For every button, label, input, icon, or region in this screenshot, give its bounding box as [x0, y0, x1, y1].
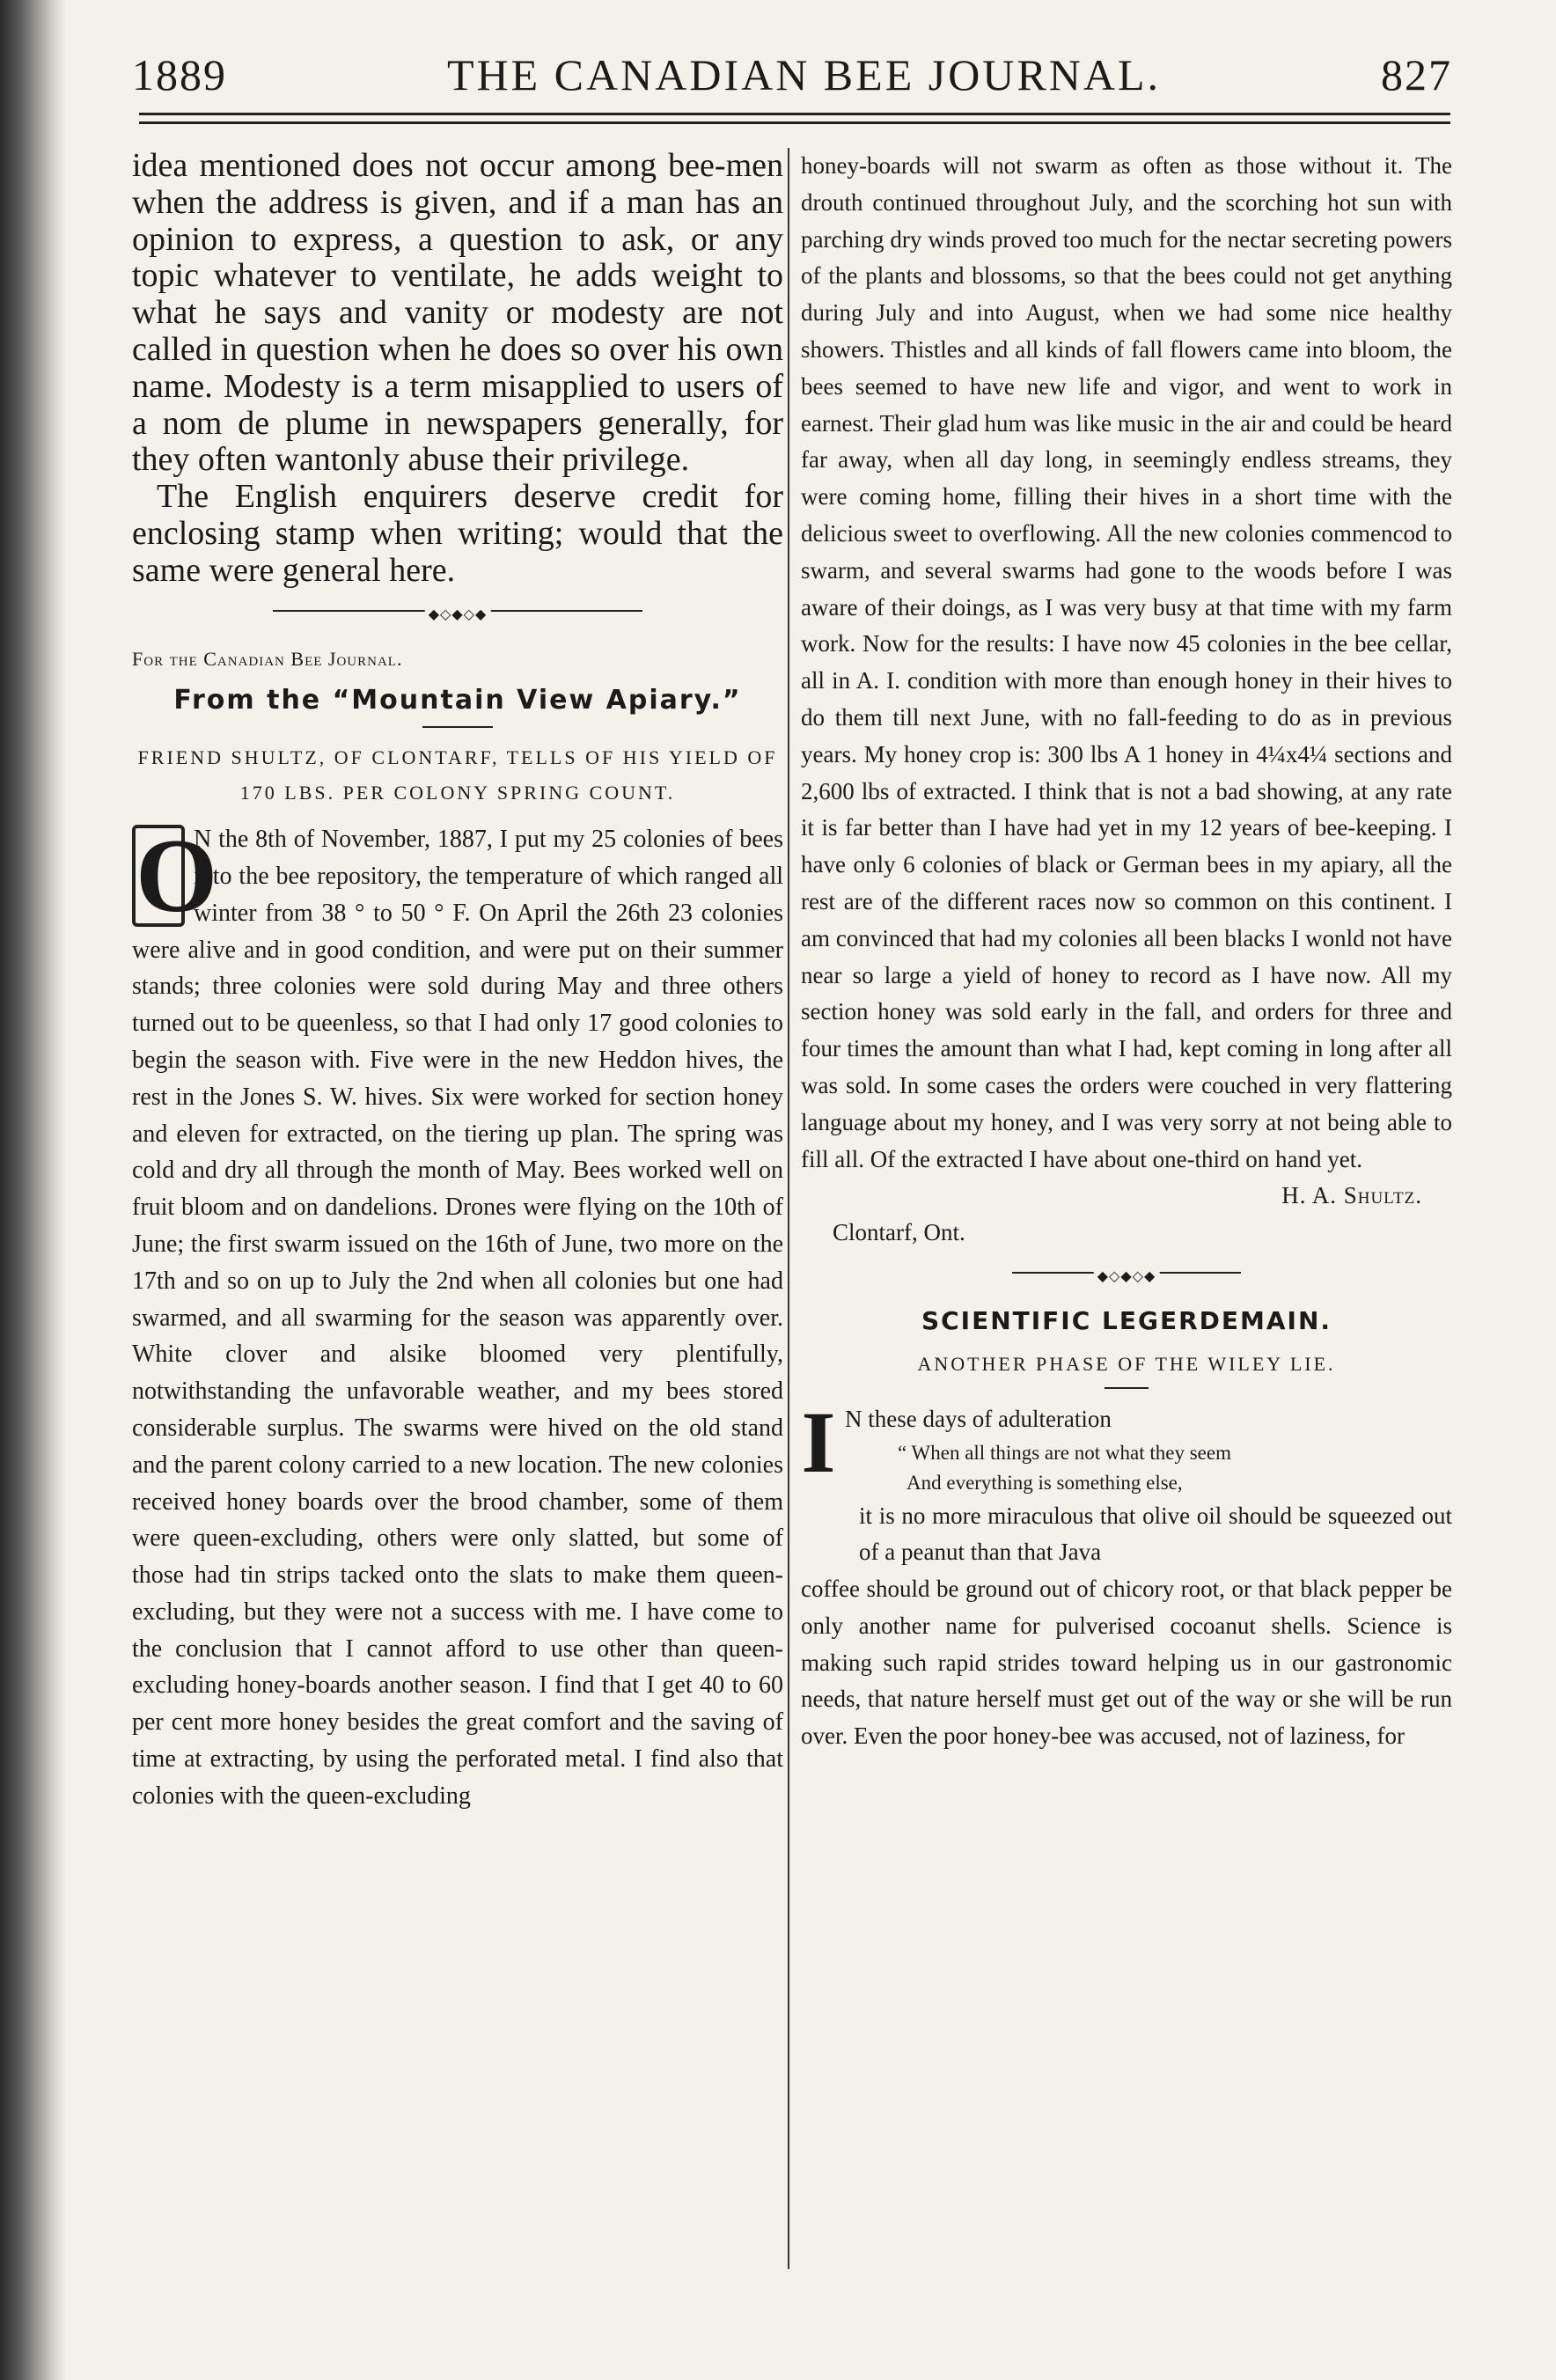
author-place: Clontarf, Ont. — [833, 1219, 965, 1246]
quote-line-1: “ When all things are not what they seem — [898, 1441, 1231, 1464]
second-paragraph: The English enquirers deserve credit for enclosing stamp when writing; would that the same were general here. — [132, 478, 783, 589]
drop-cap: O — [132, 825, 185, 927]
section-rule — [1105, 1387, 1149, 1389]
section-subtitle: ANOTHER PHASE OF THE WILEY LIE. — [917, 1352, 1336, 1375]
section-hanging-text: it is no more miraculous that olive oil should be squeezed out of a peanut than that Java — [859, 1502, 1452, 1566]
book-spine-shadow — [0, 0, 66, 2380]
author-signature: H. A. Shultz. — [1281, 1182, 1422, 1209]
masthead — [132, 49, 1452, 111]
article-continuation: honey-boards will not swarm as often as those without it. The drouth continued throughout July, and the scorching hot sun with parching dry winds proved too much for the nectar secreting powers of the plants and blossoms, so that the bees could not get anything during July and into August, when we had some nice healthy showers. Thistles and all kinds of fall flowers came into bloom, the bees seemed to have new life and vigor, and went to work in earnest. Their glad hum was like music in the air and could be heard far away, when all day long, in seemingly endless streams, they were coming home, filling their hives in a short time with the delicious sweet to overflowing. All the new colonies commencod to swarm, and several swarms had gone to the woods before I was aware of their doings, as I was very busy at that time with my farm work. Now for the results: I have now 45 colonies in the bee cellar, all in A. I. condition with more than enough honey in their hives to do them till next June, with no fall-feeding to do as in previous years. My honey crop is: 300 lbs A 1 honey in 4¼x4¼ sections and 2,600 lbs of extracted. I think that is not a bad showing, at any rate it is far better than I have had yet in my 12 years of bee-keeping. I have only 6 colonies of black or German bees in my apiary, all the rest are of the different races now so common on this continent. I am convinced that had my colonies all been blacks I wonld not have near so large a yield of honey to record as I have now. All my section honey was sold early in the fall, and orders for three and four times the amount than what I had, kept coming in long after all was sold. In some cases the orders were couched in very flattering language about my honey, and I was very sorry at not being able to fill all. Of the extracted I have about one-third on hand yet. — [801, 152, 1452, 1172]
title-rule — [422, 726, 493, 728]
article-subheading: FRIEND SHULTZ, OF CLONTARF, TELLS OF HIS YIELD OF 170 LBS. PER COLONY SPRING COUNT. — [137, 746, 778, 804]
quote-line-2: And everything is something else, — [906, 1471, 1183, 1494]
article-opening — [132, 817, 784, 1815]
right-column — [801, 148, 1452, 1755]
article-title: From the “Mountain View Apiary.” — [173, 685, 742, 716]
opening-paragraph: idea mentioned does not occur among bee-men when the address is given, and if a man has an opinion to express, a question to ask, or any topic whatever to ventilate, he adds weight to what he says and vanity or modesty are not called in question when he does so over his own name. Modesty is a term misapplied to users of a nom de plume in newspapers generally, for they often wantonly abuse their privilege. — [132, 147, 783, 479]
article-body: On April the 26th 23 colonies were alive and in good condition, and were put on their summer stands; three colonies were sold during May and three others turned out to be queenless, so that I had only 17 good colonies to begin the season with. Five were in the new Heddon hives, the rest in the Jones S. W. hives. Six were worked for section honey and eleven for extracted, on the tiering up plan. The spring was cold and dry all through the month of May. Bees worked well on fruit bloom and on dandelions. Drones were flying on the 10th of June; the first swarm issued on the 16th of June, two more on the 17th and so on up to July the 2nd when all colonies but one had swarmed, and all swarming for the season was apparently over. White clover and alsike bloomed very plentifully, notwithstanding the unfavorable weather, and my bees stored considerable surplus. The swarms were hived on the old stand and the parent colony carried to a new location. The new colonies received honey boards over the brood chamber, some of them were queen-excluding, others were only slatted, but some of those had tin strips tacked onto the slats to make them queen-excluding, but they were not a success with me. I have come to the conclusion that I cannot afford to use other than queen-excluding honey-boards another season. I find that I get 40 to 60 per cent more honey besides the great comfort and the saving of time at extracting, by using the perforated metal. I find also that colonies with the queen-excluding — [132, 899, 784, 1810]
journal-title: THE CANADIAN BEE JOURNAL. — [446, 50, 1162, 99]
ornamental-divider-right — [1012, 1264, 1241, 1282]
section-body: coffee should be ground out of chicory root, or that black pepper be only another name for pulverised cocoanut shells. Science is making such rapid strides toward helping us in our gastronomic needs, that nature herself must get out of the way or she will be run over. Even the poor honey-bee was accused, not of laziness, for — [801, 1576, 1452, 1750]
header-rule-top — [139, 113, 1450, 115]
left-column — [132, 148, 783, 1815]
column-divider — [788, 148, 789, 2269]
page-number: 827 — [1381, 50, 1452, 99]
header-rule-bottom — [139, 121, 1450, 124]
section-first-line: N these days of adulteration — [845, 1405, 1112, 1432]
drop-cap-2: I — [801, 1392, 836, 1491]
section-title: SCIENTIFIC LEGERDEMAIN. — [921, 1305, 1332, 1335]
header-year: 1889 — [132, 50, 227, 99]
verse-quote — [801, 1438, 1452, 1498]
article-first-line: N the 8th of November, 1887, I put my 25 colonies of bees into the bee repository, the temperature of which ranged all winter from 38 ° to 50 ° F. — [194, 826, 783, 927]
ornamental-divider — [273, 602, 642, 620]
section-opening — [801, 1392, 1452, 1571]
source-line: For the Canadian Bee Journal. — [132, 647, 403, 670]
